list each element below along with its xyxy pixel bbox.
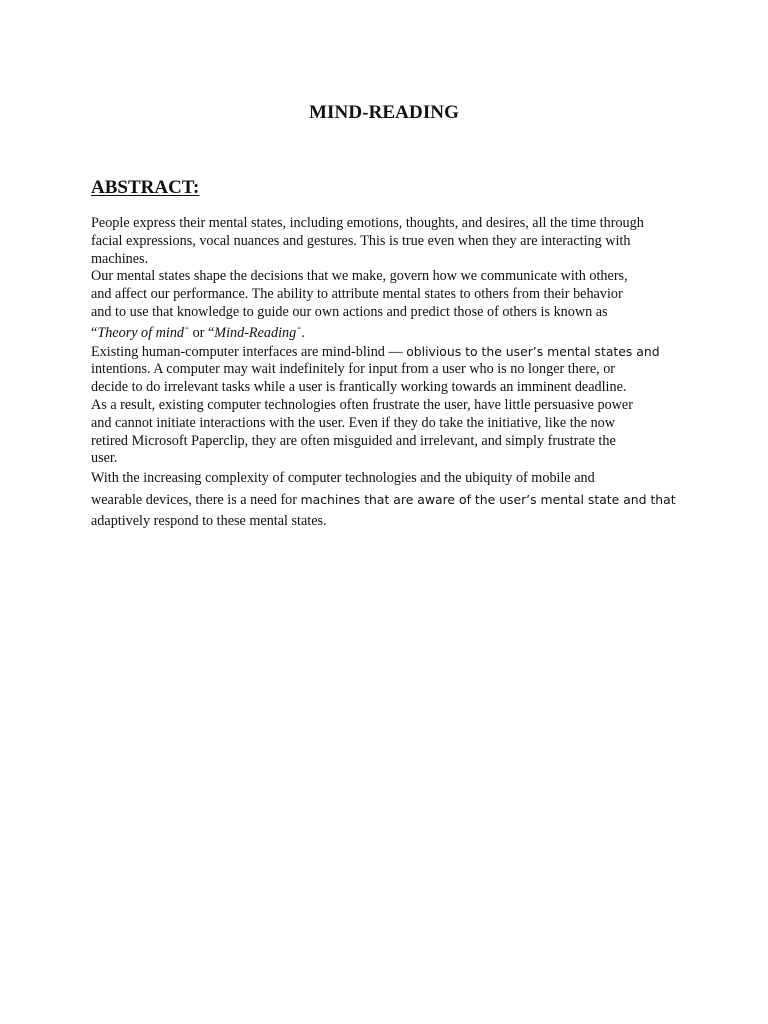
open-quote: “ [91,324,98,341]
text-line: retired Microsoft Paperclip, they are often misguided and irrelevant, and simply frustrate the [91,432,616,449]
text-line: People express their mental states, including emotions, thoughts, and desires, all the time through [91,215,644,231]
text-line: and affect our performance. The ability to attribute mental states to others from their behavior [91,286,623,303]
text-line: and cannot initiate interactions with the user. Even if they do take the initiative, like the now [91,414,616,431]
text-line-terms [91,322,691,343]
text-line: With the increasing complexity of computer technologies and the ubiquity of mobile and [91,470,595,487]
abstract-body [91,215,691,532]
serif-segment: wearable devices, there is a need for [91,492,301,509]
text-line-mixed [91,343,691,362]
text-line: user. [91,450,118,467]
text-line: adaptively respond to these mental states. [91,513,327,530]
text-line: Our mental states shape the decisions that we make, govern how we communicate with others, [91,268,628,285]
text-line-mixed [91,489,691,511]
term-mind-reading: Mind-Reading [214,324,297,341]
text-line: and to use that knowledge to guide our own actions and predict those of others is known as [91,303,608,320]
text-line: machines. [91,250,149,267]
serif-segment: Existing human-computer interfaces are mind-blind — [91,343,407,360]
text-line: intentions. A computer may wait indefinitely for input from a user who is no longer there, or [91,361,616,378]
connector-text: or “ [189,324,215,341]
term-theory-of-mind: Theory of mind [97,324,185,341]
sans-segment: oblivious to the user’s mental states and [406,343,660,359]
abstract-heading: ABSTRACT: [91,177,200,198]
close-quote: “ [184,324,190,335]
sans-segment: machines that are aware of the user’s mental state and that [300,492,676,508]
text-line: facial expressions, vocal nuances and gestures. This is true even when they are interacting with [91,232,631,249]
text-line: As a result, existing computer technologies often frustrate the user, have little persuasive power [91,396,633,413]
period: . [301,324,305,341]
close-quote: “ [296,324,302,335]
document-title: MIND-READING [308,102,460,123]
text-line: decide to do irrelevant tasks while a user is frantically working towards an imminent deadline. [91,379,627,396]
